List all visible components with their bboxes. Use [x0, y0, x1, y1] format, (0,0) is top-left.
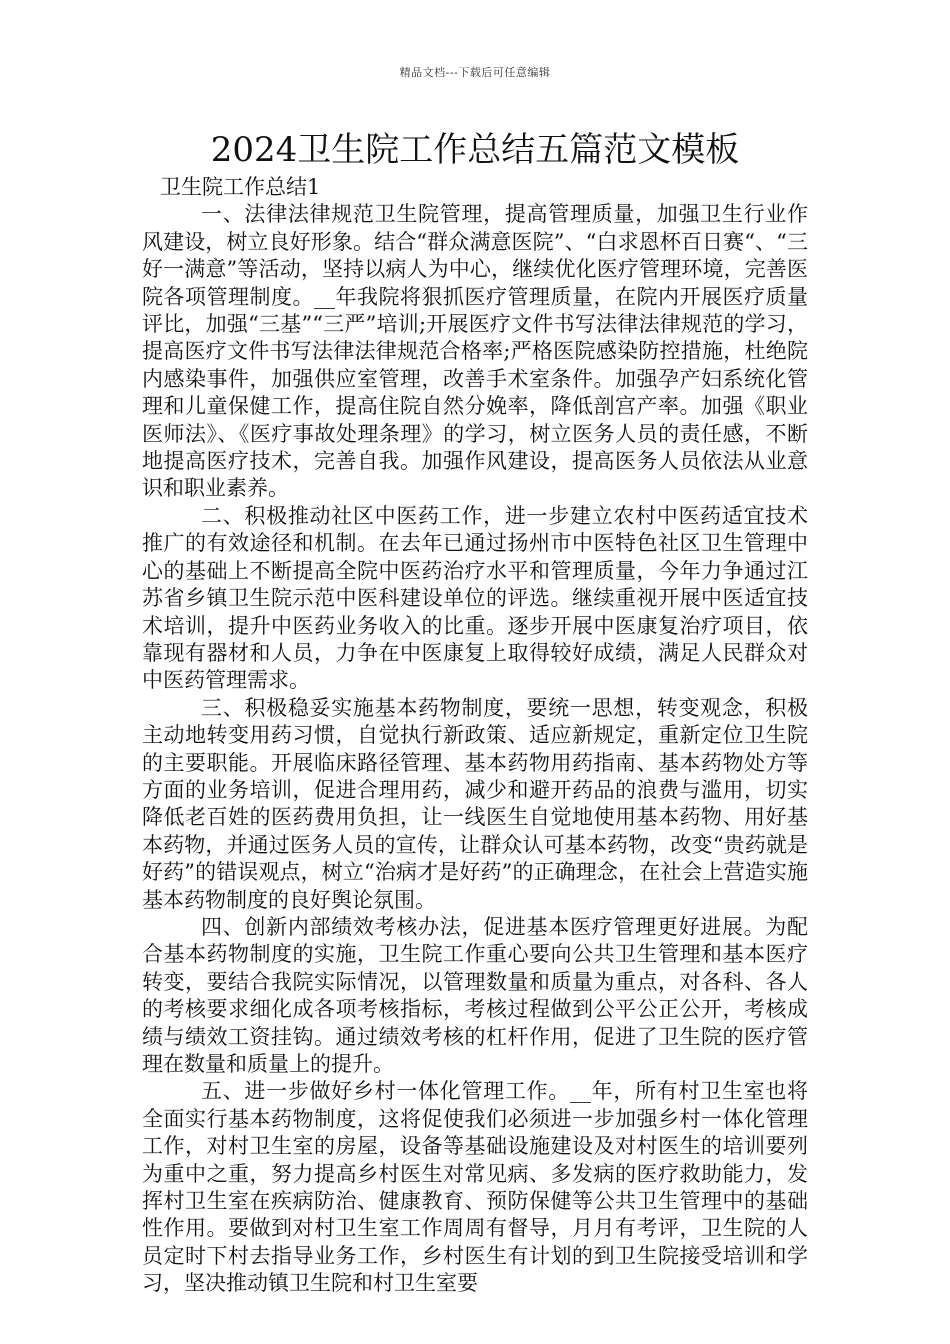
- header-note: 精品文档---下载后可任意编辑: [399, 66, 551, 79]
- paragraph-1: 一、法律法律规范卫生院管理，提高管理质量，加强卫生行业作风建设，树立良好形象。结合“群众满意医院”、“白求恩杯百日赛“、“三好一满意”等活动，坚持以病人为中心，继续优化医疗管理环境，完善医院各项管理制度。__年我院将狠抓医疗管理质量，在院内开展医疗质量评比，加强“三基”“三严”培训;开展医疗文件书写法律法律规范的学习，提高医疗文件书写法律法律规范合格率;严格医院感染防控措施，杜绝院内感染事件，加强供应室管理，改善手术室条件。加强孕产妇系统化管理和儿童保健工作，提高住院自然分娩率，降低剖宫产率。加强《职业医师法》、《医疗事故处理条理》的学习，树立医务人员的责任感，不断地提高医疗技术，完善自我。加强作风建设，提高医务人员依法从业意识和职业素养。: [142, 202, 808, 501]
- section-title: 卫生院工作总结1: [160, 175, 321, 199]
- paragraph-5: 五、进一步做好乡村一体化管理工作。__年，所有村卫生室也将全面实行基本药物制度，这将促使我们必须进一步加强乡村一体化管理工作，对村卫生室的房屋，设备等基础设施建设及对村医生的培训要列为重中之重，努力提高乡村医生对常见病、多发病的医疗救助能力，发挥村卫生室在疾病防治、健康教育、预防保健等公共卫生管理中的基础性作用。要做到对村卫生室工作周周有督导，月月有考评，卫生院的人员定时下村去指导业务工作，乡村医生有计划的到卫生院接受培训和学习，坚决推动镇卫生院和村卫生室要: [142, 1079, 808, 1296]
- paragraph-2: 二、积极推动社区中医药工作，进一步建立农村中医药适宜技术推广的有效途径和机制。在去年已通过扬州市中医特色社区卫生管理中心的基础上不断提高全院中医药治疗水平和管理质量，今年力争通过江苏省乡镇卫生院示范中医科建设单位的评选。继续重视开展中医适宜技术培训，提升中医药业务收入的比重。逐步开展中医康复治疗项目，依靠现有器材和人员，力争在中医康复上取得较好成绩，满足人民群众对中医药管理需求。: [142, 503, 808, 693]
- document-title: 2024卫生院工作总结五篇范文模板: [210, 130, 740, 170]
- paragraph-3: 三、积极稳妥实施基本药物制度，要统一思想，转变观念，积极主动地转变用药习惯，自觉执行新政策、适应新规定，重新定位卫生院的主要职能。开展临床路径管理、基本药物用药指南、基本药物处方等方面的业务培训，促进合理用药，减少和避开药品的浪费与滥用，切实降低老百姓的医药费用负担，让一线医生自觉地使用基本药物、用好基本药物，并通过医务人员的宣传，让群众认可基本药物，改变“贵药就是好药”的错误观点，树立“治病才是好药”的正确理念，在社会上营造实施基本药物制度的良好舆论氛围。: [142, 695, 808, 912]
- paragraph-4: 四、创新内部绩效考核办法，促进基本医疗管理更好进展。为配合基本药物制度的实施，卫生院工作重心要向公共卫生管理和基本医疗转变，要结合我院实际情况，以管理数量和质量为重点，对各科、各人的考核要求细化成各项考核指标，考核过程做到公平公正公开，考核成绩与绩效工资挂钩。通过绩效考核的杠杆作用，促进了卫生院的医疗管理在数量和质量上的提升。: [142, 914, 808, 1076]
- document-body: [142, 174, 808, 1298]
